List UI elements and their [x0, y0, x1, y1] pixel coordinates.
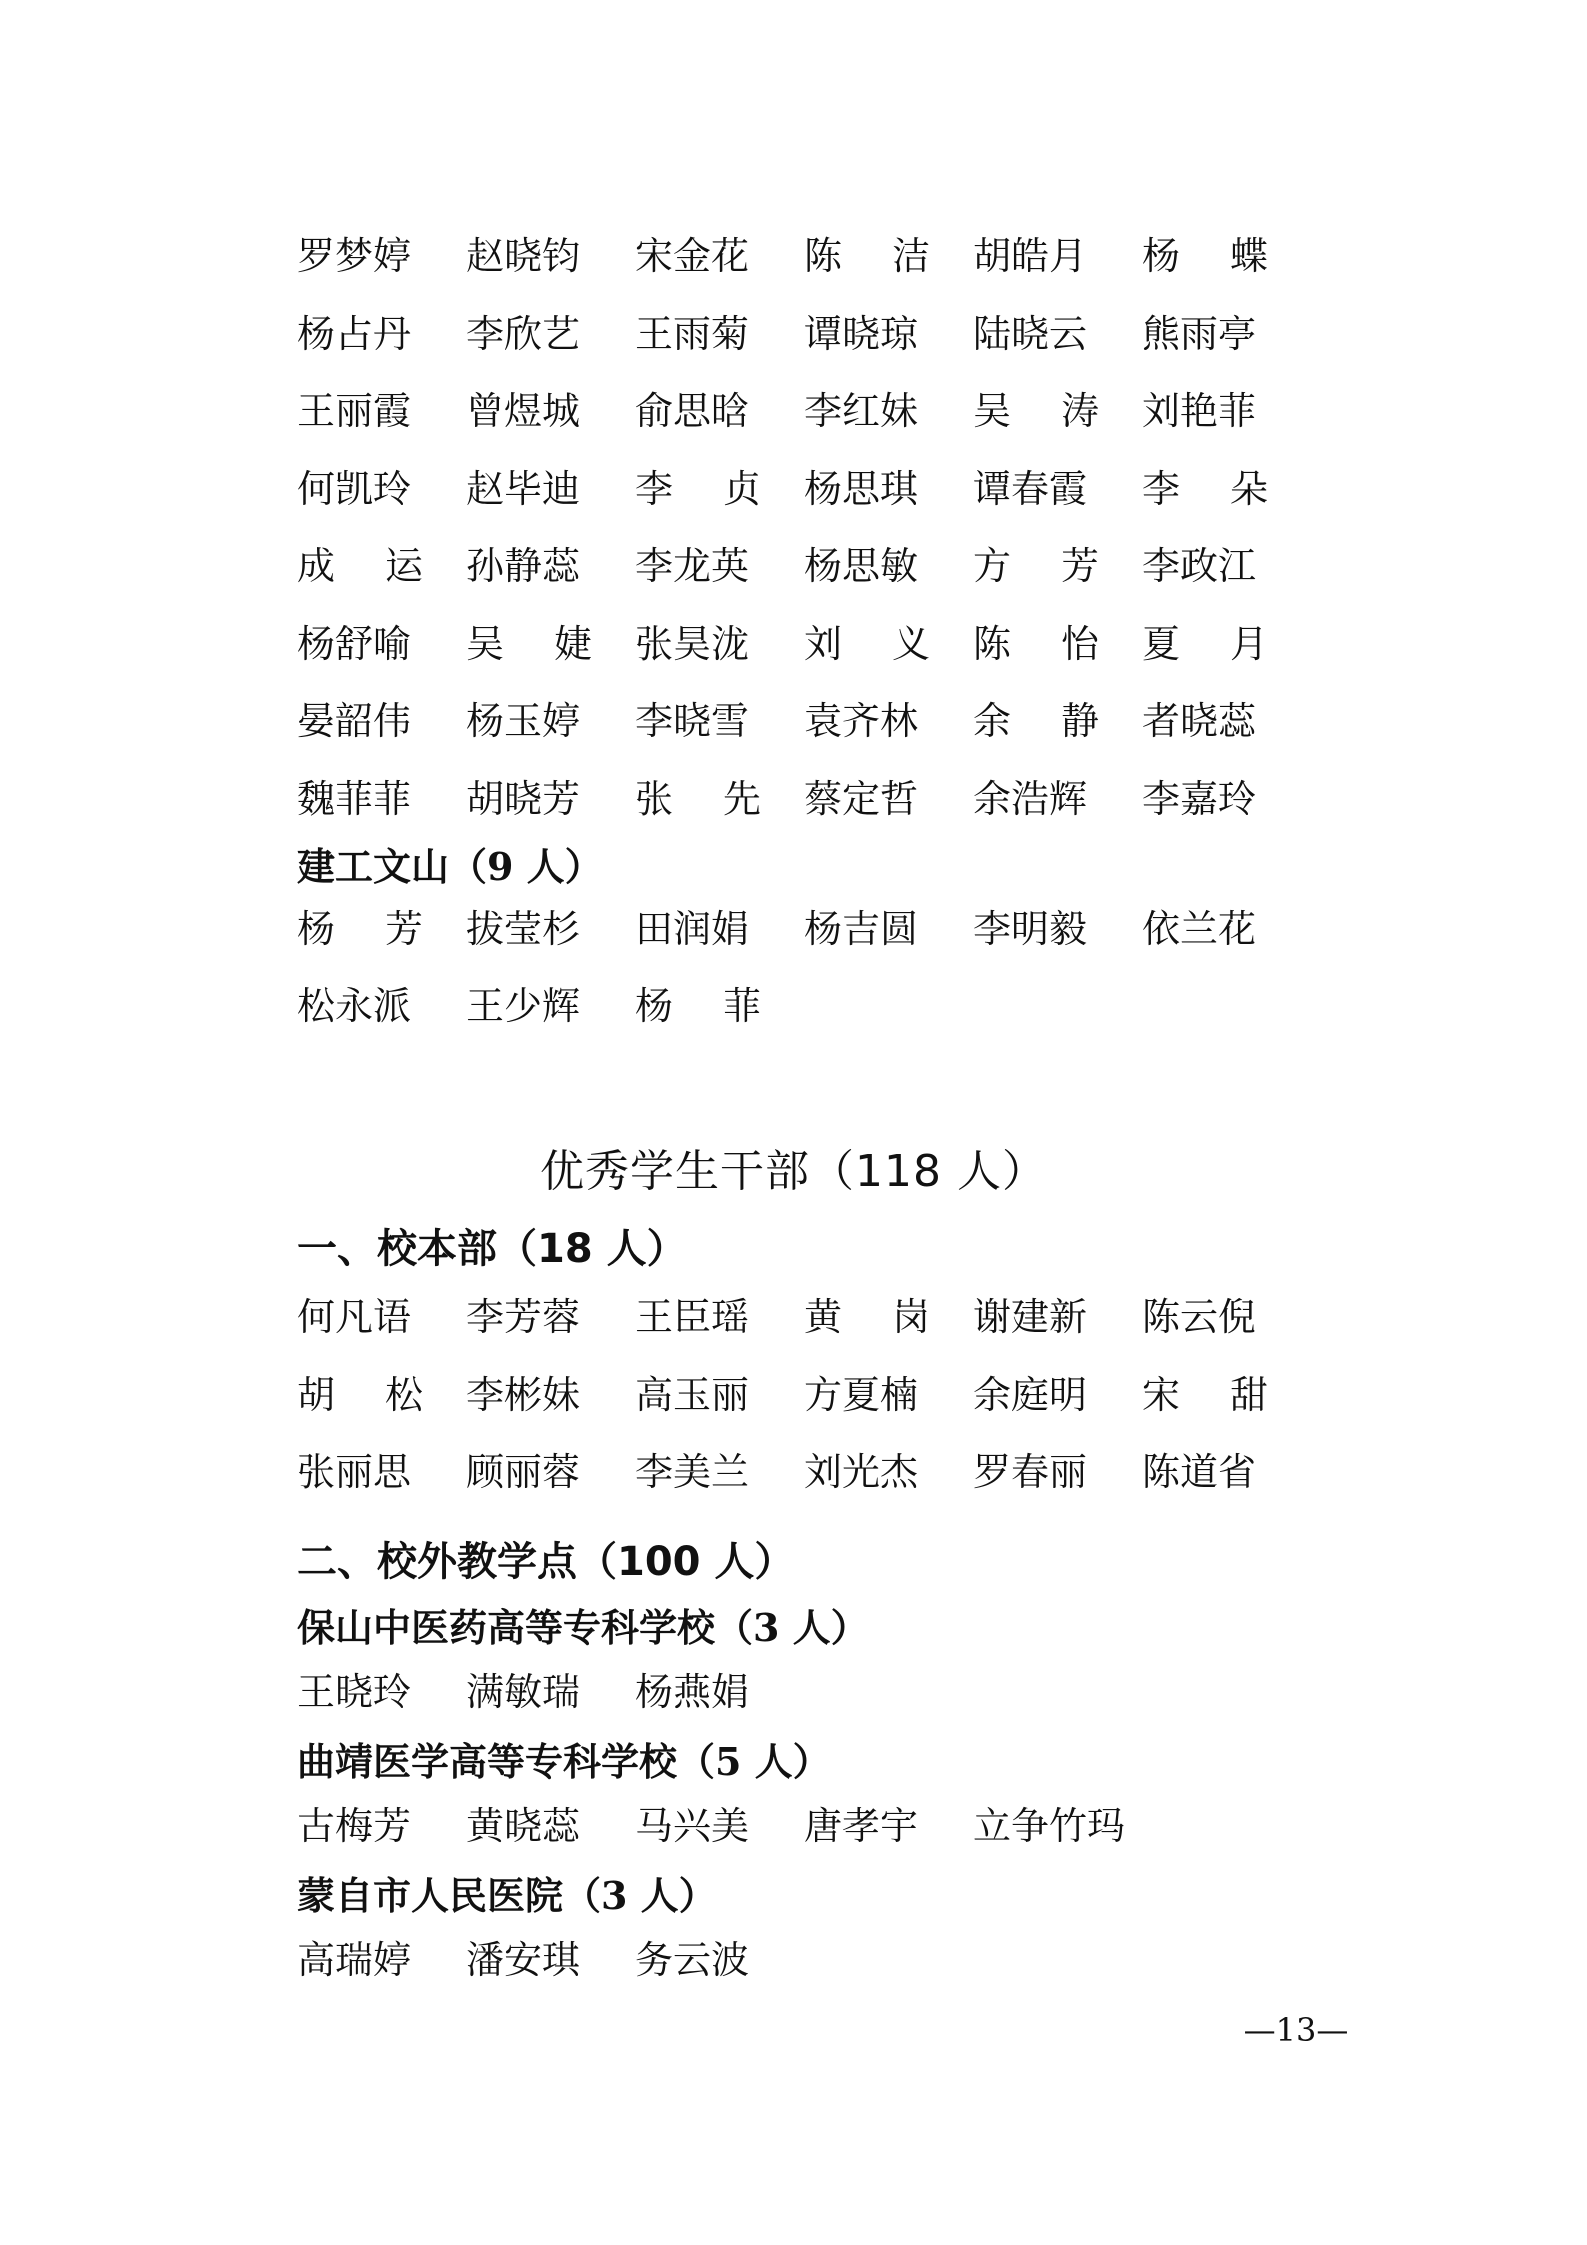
- person-name: 蔡定哲: [804, 776, 919, 821]
- person-name: 曾煜城: [466, 389, 581, 433]
- person-name: 方 芳: [973, 544, 1099, 588]
- person-name: 罗梦婷: [297, 234, 412, 278]
- person-name: 晏韶伟: [297, 699, 412, 743]
- person-name: 熊雨亭: [1142, 311, 1257, 356]
- person-name: 陈 怡: [973, 621, 1099, 666]
- jiangong-heading: 建工文山（9 人）: [297, 844, 603, 889]
- person-name: 刘光杰: [804, 1450, 919, 1494]
- name-row: [297, 899, 1311, 959]
- person-name: 李芳蓉: [466, 1295, 581, 1339]
- name-row: [297, 304, 1311, 364]
- person-name: 杨思琪: [804, 466, 919, 511]
- name-row: [297, 1442, 1311, 1502]
- person-name: 谭春霞: [973, 466, 1088, 511]
- person-name: 田润娟: [635, 907, 750, 951]
- person-name: 何凯玲: [297, 466, 412, 511]
- person-name: 张丽思: [297, 1450, 412, 1494]
- person-name: 潘安琪: [466, 1938, 581, 1982]
- person-name: 王丽霞: [297, 389, 412, 433]
- person-name: 依兰花: [1142, 907, 1257, 951]
- person-name: 罗春丽: [973, 1450, 1088, 1494]
- mengzi-heading: 蒙自市人民医院（3 人）: [297, 1873, 717, 1918]
- offsite-heading: 二、校外教学点（100 人）: [297, 1539, 795, 1585]
- person-name: 唐孝宇: [804, 1804, 919, 1848]
- qujing-heading: 曲靖医学高等专科学校（5 人）: [297, 1739, 831, 1784]
- person-name: 李红妹: [804, 389, 919, 433]
- name-row: [297, 769, 1311, 829]
- person-name: 陈道省: [1142, 1450, 1257, 1494]
- person-name: 高瑞婷: [297, 1938, 412, 1982]
- person-name: 赵晓钧: [466, 234, 581, 278]
- person-name: 余庭明: [973, 1372, 1088, 1417]
- name-row: [297, 614, 1311, 674]
- person-name: 袁齐林: [804, 699, 919, 743]
- person-name: 者晓蕊: [1142, 699, 1257, 743]
- person-name: 顾丽蓉: [466, 1450, 581, 1494]
- person-name: 陆晓云: [973, 311, 1088, 356]
- person-name: 王臣瑶: [635, 1295, 750, 1339]
- person-name: 孙静蕊: [466, 544, 581, 588]
- person-name: 胡晓芳: [466, 776, 581, 821]
- name-row: [297, 691, 1311, 751]
- person-name: 余浩辉: [973, 776, 1088, 821]
- name-row: [297, 226, 1311, 286]
- person-name: 杨占丹: [297, 311, 412, 356]
- person-name: 余 静: [973, 699, 1099, 743]
- person-name: 陈云倪: [1142, 1295, 1257, 1339]
- person-name: 古梅芳: [297, 1804, 412, 1848]
- person-name: 马兴美: [635, 1804, 750, 1848]
- person-name: 何凡语: [297, 1295, 412, 1339]
- person-name: 宋金花: [635, 234, 750, 278]
- person-name: 宋 甜: [1142, 1372, 1268, 1417]
- person-name: 陈 洁: [804, 234, 930, 278]
- person-name: 胡皓月: [973, 234, 1088, 278]
- person-name: 杨 芳: [297, 907, 423, 951]
- name-row: [297, 1930, 804, 1990]
- person-name: 杨燕娟: [635, 1670, 750, 1714]
- name-row: [297, 536, 1311, 596]
- person-name: 胡 松: [297, 1372, 423, 1417]
- person-name: 李欣艺: [466, 311, 581, 356]
- person-name: 李 贞: [635, 466, 761, 511]
- person-name: 王晓玲: [297, 1670, 412, 1714]
- person-name: 吴 涛: [973, 389, 1099, 433]
- person-name: 张昊泷: [635, 621, 750, 666]
- person-name: 成 运: [297, 544, 423, 588]
- name-row: [297, 1796, 1168, 1856]
- person-name: 李美兰: [635, 1450, 750, 1494]
- name-row: [297, 459, 1311, 519]
- page-number: —13—: [1243, 2011, 1349, 2049]
- person-name: 俞思晗: [635, 389, 750, 433]
- person-name: 李明毅: [973, 907, 1088, 951]
- name-row: [297, 381, 1311, 441]
- person-name: 满敏瑞: [466, 1670, 581, 1714]
- person-name: 杨吉圆: [804, 907, 919, 951]
- person-name: 杨思敏: [804, 544, 919, 588]
- person-name: 夏 月: [1142, 621, 1268, 666]
- person-name: 吴 婕: [466, 621, 592, 666]
- person-name: 方夏楠: [804, 1372, 919, 1417]
- person-name: 王雨菊: [635, 311, 750, 356]
- person-name: 王少辉: [466, 984, 581, 1028]
- person-name: 杨舒喻: [297, 621, 412, 666]
- campus-heading: 一、校本部（18 人）: [297, 1226, 687, 1272]
- person-name: 谭晓琼: [804, 311, 919, 356]
- person-name: 立争竹玛: [973, 1804, 1126, 1848]
- person-name: 李彬妹: [466, 1372, 581, 1417]
- person-name: 李龙英: [635, 544, 750, 588]
- person-name: 杨 蝶: [1142, 234, 1268, 278]
- baoshan-heading: 保山中医药高等专科学校（3 人）: [297, 1605, 869, 1650]
- person-name: 赵毕迪: [466, 466, 581, 511]
- person-name: 黄 岗: [804, 1295, 930, 1339]
- cadre-title: 优秀学生干部（118 人）: [540, 1146, 1047, 1197]
- person-name: 拔莹杉: [466, 907, 581, 951]
- person-name: 杨玉婷: [466, 699, 581, 743]
- person-name: 李晓雪: [635, 699, 750, 743]
- name-row: [297, 976, 804, 1036]
- person-name: 谢建新: [973, 1295, 1088, 1339]
- person-name: 刘艳菲: [1142, 389, 1257, 433]
- person-name: 杨 菲: [635, 984, 761, 1028]
- person-name: 张 先: [635, 776, 761, 821]
- person-name: 高玉丽: [635, 1372, 750, 1417]
- person-name: 魏菲菲: [297, 776, 412, 821]
- name-row: [297, 1662, 804, 1722]
- person-name: 李政江: [1142, 544, 1257, 588]
- person-name: 李 朵: [1142, 466, 1268, 511]
- person-name: 黄晓蕊: [466, 1804, 581, 1848]
- person-name: 务云波: [635, 1938, 750, 1982]
- name-row: [297, 1365, 1311, 1425]
- person-name: 刘 义: [804, 621, 930, 666]
- person-name: 李嘉玲: [1142, 776, 1257, 821]
- name-row: [297, 1287, 1311, 1347]
- person-name: 松永派: [297, 984, 412, 1028]
